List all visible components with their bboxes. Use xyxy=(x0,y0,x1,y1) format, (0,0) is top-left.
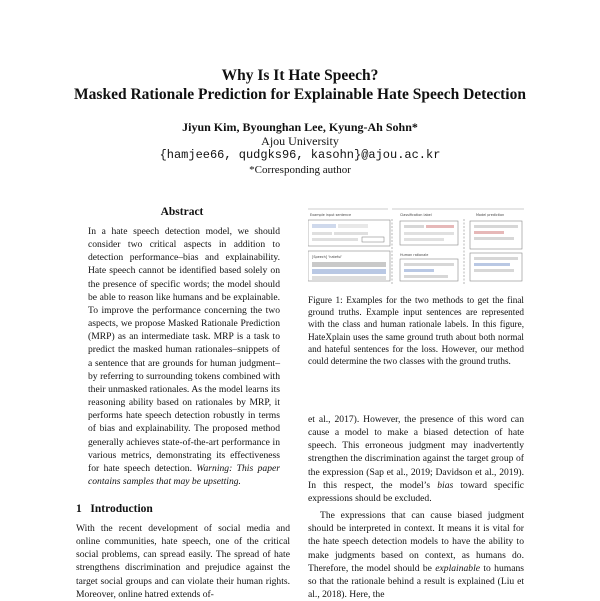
figure-right-bar-2 xyxy=(474,231,504,234)
right-p1-end: toward specific expressions should be excluded. xyxy=(308,479,524,504)
abstract-text: In a hate speech detection model, we should consider two critical aspects in addition to detection performance–bias and explainability. Hate speech cannot be identified based solely on the presence of specific words; the model should be able to reason like humans and be explainable. To improve the performance concerning the two aspects, we propose Masked Rationale Prediction (MRP) as an intermediate task. MRP is a task to predict the masked human rationales–snippets of a sentence that are grounds for human judgment–by referring to surrounding tokens combined with their unmasked rationales. As the model learns its reasoning ability based on rationales by MRP, it performs hate speech detection robustly in terms of bias and explainability. The proposed method generally achieves state-of-the-art performance in various metrics, demonstrating its effectiveness for hate speech detection. xyxy=(88,226,280,474)
figure-token-2 xyxy=(338,224,368,228)
section-number: 1 xyxy=(76,503,82,515)
right-column-text xyxy=(308,413,524,601)
figure-rationale-row-2 xyxy=(312,269,386,274)
affiliation: Ajou University xyxy=(261,134,339,148)
figure-right-bar-5 xyxy=(474,263,510,266)
figure-label-mid: Classification label xyxy=(400,213,432,217)
figure-right-bar-3 xyxy=(474,237,514,240)
figure-right-bar-6 xyxy=(474,269,514,272)
abstract-heading: Abstract xyxy=(160,206,204,218)
figure-class-chip xyxy=(362,237,384,242)
figure-rationale-row-3 xyxy=(312,276,386,280)
paper-title-line-2: Masked Rationale Prediction for Explainable Hate Speech Detection xyxy=(74,86,526,103)
figure-label-left: Example input sentence xyxy=(310,213,352,217)
figure-token-1 xyxy=(312,224,336,228)
figure-right-bar-1 xyxy=(474,225,518,228)
figure-right-bar-4 xyxy=(474,257,518,260)
figure-mid-bar-1 xyxy=(404,225,424,228)
figure-mid-bar-3 xyxy=(404,232,454,235)
figure-1 xyxy=(308,205,524,287)
paper-title-line-1: Why Is It Hate Speech? xyxy=(221,67,379,84)
right-paragraph-2 xyxy=(308,509,524,601)
figure-1-caption: Figure 1: Examples for the two methods to get the final ground truths. Example input sentences are represented with the class and human rationale labels. In this figure, HateXplain uses the same ground truth about both normal and hateful sentences for the loss. However, our method could determine the two classes with the ground truths. xyxy=(308,295,524,367)
figure-label-bottom: Human rationale xyxy=(400,253,429,257)
section-title: Introduction xyxy=(90,503,153,515)
figure-mid-bar-5 xyxy=(404,263,454,266)
right-p2-emphasis: explainable xyxy=(435,562,481,574)
right-p1-emphasis: bias xyxy=(437,479,454,491)
figure-rationale-row-1 xyxy=(312,262,386,267)
right-p2-start: The expressions that can cause biased judgment should be interpreted in context. It means it is vital for the hate speech detection models to have the ability to make judgments based on context, as humans do. Therefore, the model should be xyxy=(308,510,524,574)
section-heading-introduction xyxy=(76,503,288,515)
figure-token-5 xyxy=(312,238,358,241)
emails: {hamjee66, qudgks96, kasohn}@ajou.ac.kr xyxy=(159,148,441,162)
authors: Jiyun Kim, Byounghan Lee, Kyung-Ah Sohn* xyxy=(182,120,418,134)
figure-chip-text: [Speech] ‘hateful’ xyxy=(312,255,343,259)
figure-token-3 xyxy=(312,232,332,235)
figure-mid-bar-7 xyxy=(404,275,448,278)
figure-mid-bar-6 xyxy=(404,269,434,272)
corresponding-note: *Corresponding author xyxy=(249,164,351,176)
right-paragraph-1 xyxy=(308,413,524,505)
figure-label-right: Model prediction xyxy=(476,213,505,217)
abstract-warning: Warning: This paper contains samples that may be upsetting. xyxy=(88,462,280,487)
right-p2-end: to humans so that the rationale behind a result is explained (Liu et al., 2018). Here, the xyxy=(308,562,524,601)
figure-mid-bar-4 xyxy=(404,238,444,241)
intro-paragraph-1: With the recent development of social media and online communities, hate speech, one of the critical social problems, can spread easily. The spread of hate strengthens discrimination and prejudice against the target social groups and can violate their human rights. Moreover, online hatred extends of- xyxy=(76,523,290,600)
abstract-body xyxy=(88,225,280,488)
figure-token-4 xyxy=(334,232,368,235)
figure-mid-bar-2 xyxy=(426,225,454,228)
right-p1-start: et al., 2017). However, the presence of this word can cause a model to make a biased detection of hate speech. This erroneous judgment may inadvertently strengthen the discrimination against the target group of the expression (Sap et al., 2019; Davidson et al., 2019). In this respect, the model’s xyxy=(308,414,524,491)
